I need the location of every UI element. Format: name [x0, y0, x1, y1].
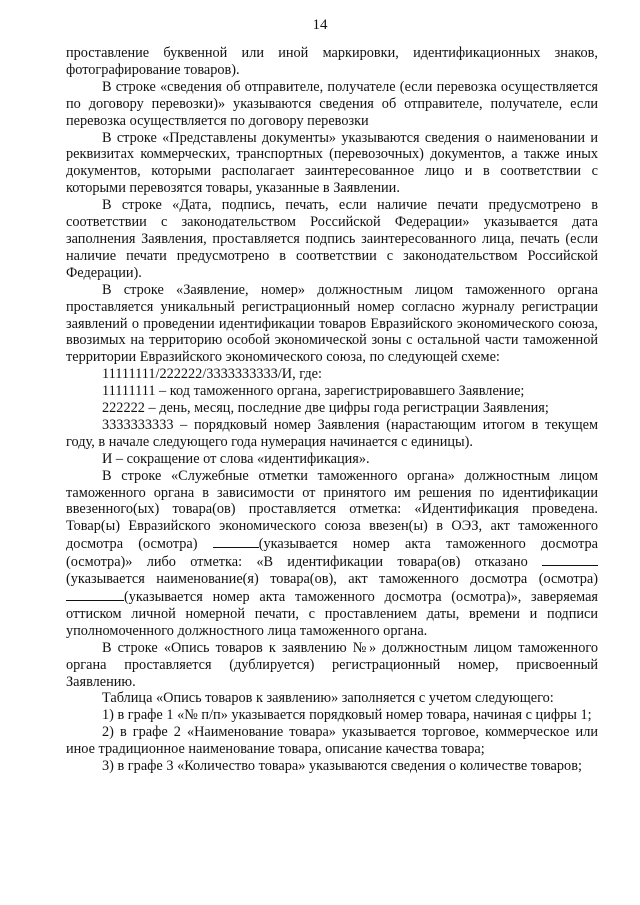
- blank-field: [66, 588, 124, 601]
- list-item: 3) в графе 3 «Количество товара» указываются сведения о количестве товаров;: [102, 758, 582, 775]
- list-item: 1) в графе 1 «№ п/п» указывается порядковый номер товара, начиная с цифры 1;: [102, 707, 592, 724]
- service-marks-text: (указывается наименование(я) товара(ов), акт таможенного досмотра (осмотра): [66, 571, 598, 588]
- paragraph: В строке «Опись товаров к заявлению №» должностным лицом таможенного органа проставляется (дублируется) регистрационный номер, присвоенный Заявлению.: [66, 639, 598, 690]
- paragraph: В строке «сведения об отправителе, получателе (если перевозка осуществляется по договору перевозки)» указываются сведения об отправителе, получателе, если перевозка осуществляется по договору перевозки: [66, 78, 598, 129]
- scheme-item: 222222 – день, месяц, последние две цифры года регистрации Заявления;: [102, 400, 549, 417]
- paragraph: Таблица «Опись товаров к заявлению» заполняется с учетом следующего:: [102, 690, 554, 707]
- service-marks-text: (указывается номер акта таможенного досмотра (осмотра)» либо отметка: «В идентификации товара(ов) отказано: [66, 536, 599, 571]
- list-item: 2) в графе 2 «Наименование товара» указывается торговое, коммерческое или иное традиционное наименование товара, описание качества товара;: [66, 724, 598, 758]
- number-scheme: 11111111/222222/3333333333/И, где:: [102, 366, 322, 383]
- service-marks-text: В строке «Служебные отметки таможенного органа» должностным лицом таможенного органа в зависимости от принятого им решения по идентификации ввезенного(ых) товара(ов) проставляется отметка: «Идентификация проведена. Товар(ы) Евразийского экономического союза ввезен(ы) в ОЭЗ, акт таможенного досмотра (осмотра): [66, 467, 598, 553]
- document-body: [66, 45, 598, 775]
- paragraph: В строке «Заявление, номер» должностным лицом таможенного органа проставляется уникальный регистрационный номер согласно журналу регистрации заявлений о проведении идентификации товаров Евразийского экономического союза, ввозимых на территорию особой экономической зоны с остальной части таможенной территории Евразийского экономического союза, по следующей схеме:: [66, 281, 598, 366]
- blank-field: [542, 553, 598, 566]
- service-marks-paragraph: [66, 468, 598, 640]
- paragraph: проставление буквенной или иной маркировки, идентификационных знаков, фотографирование товаров).: [66, 45, 598, 78]
- paragraph: В строке «Дата, подпись, печать, если наличие печати предусмотрено в соответствии с законодательством Российской Федерации» указывается дата заполнения Заявления, проставляется подпись заинтересованного лица, печать (если наличие печати предусмотрено в соответствии с законодательством Российской Федерации).: [66, 197, 598, 281]
- scheme-item: 3333333333 – порядковый номер Заявления (нарастающим итогом в текущем году, в начале следующего года нумерация начинается с единицы).: [66, 416, 598, 450]
- service-marks-text: (указывается номер акта таможенного досмотра (осмотра)», заверяемая оттиском личной номерной печати, с проставлением даты, времени и подписи уполномоченного должностного лица таможенного органа.: [66, 589, 598, 639]
- paragraph: В строке «Представлены документы» указываются сведения о наименовании и реквизитах коммерческих, транспортных (перевозочных) документов, а также иных документов, которыми располагает заинтересованное лицо и в соответствии с которыми перевозятся товары, указанные в Заявлении.: [66, 129, 598, 197]
- scheme-item: 11111111 – код таможенного органа, зарегистрировавшего Заявление;: [102, 383, 525, 400]
- page-number: 14: [312, 17, 328, 33]
- scheme-item: И – сокращение от слова «идентификация».: [102, 450, 370, 467]
- blank-field: [213, 535, 259, 548]
